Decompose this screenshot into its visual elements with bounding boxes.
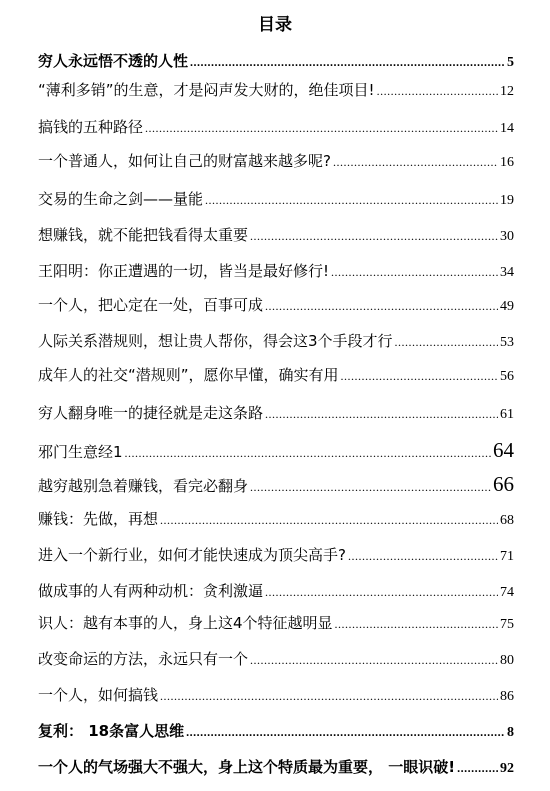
toc-leader-dots	[395, 335, 498, 350]
toc-entry	[38, 508, 514, 530]
toc-entry-page-number: 68	[500, 513, 514, 528]
toc-entry-title: 想赚钱，就不能把钱看得太重要	[38, 226, 249, 244]
toc-entry	[38, 260, 514, 282]
toc-entry-page-number: 56	[500, 369, 514, 384]
toc-entry-title: 邪门生意经1	[38, 443, 123, 461]
toc-entry-title: 穷人永远悟不透的人性	[38, 52, 189, 70]
toc-entry-page-number: 92	[500, 761, 514, 776]
toc-entry-page-number: 61	[500, 407, 514, 422]
toc-entry	[38, 116, 514, 138]
toc-entry-title: 成年人的社交“潜规则”，愿你早懂，确实有用	[38, 366, 339, 384]
toc-entry-title: 一个人的气场强大不强大，身上这个特质最为重要， 一眼识破!	[38, 758, 456, 776]
toc-entry-title: 人际关系潜规则，想让贵人帮你，得会这3个手段才行	[38, 332, 393, 350]
toc-entry-title: 做成事的人有两种动机：贪利激逼	[38, 582, 264, 600]
toc-entry	[38, 720, 514, 742]
toc-leader-dots	[265, 407, 498, 422]
toc-entry-page-number: 66	[493, 472, 514, 496]
toc-entry-title: “薄利多销”的生意，才是闷声发大财的，绝佳项目!	[38, 81, 375, 99]
toc-entry-title: 进入一个新行业，如何才能快速成为顶尖高手?	[38, 546, 346, 564]
toc-entry	[38, 50, 514, 72]
toc-entry-page-number: 71	[500, 549, 514, 564]
toc-entry	[38, 294, 514, 316]
toc-entry-page-number: 53	[500, 335, 514, 350]
toc-title: 目录	[258, 15, 292, 35]
toc-entry-title: 王阳明：你正遭遇的一切，皆当是最好修行!	[38, 262, 330, 280]
toc-leader-dots	[265, 585, 498, 600]
toc-entry	[38, 756, 514, 778]
toc-leader-dots	[190, 55, 505, 70]
toc-entry-page-number: 30	[500, 229, 514, 244]
toc-entry-title: 越穷越别急着赚钱，看完必翻身	[38, 477, 249, 495]
toc-leader-dots	[160, 513, 498, 528]
toc-entry-page-number: 49	[500, 299, 514, 314]
toc-entry-title: 交易的生命之剑——量能	[38, 190, 204, 208]
toc-entry	[38, 364, 514, 386]
toc-leader-dots	[333, 155, 498, 170]
toc-leader-dots	[331, 265, 498, 280]
toc-entry-page-number: 74	[500, 585, 514, 600]
toc-entry-title: 识人：越有本事的人，身上这4个特征越明显	[38, 614, 333, 632]
toc-leader-dots	[341, 369, 498, 384]
toc-entry-title: 复利： 18条富人思维	[38, 722, 185, 740]
toc-entry	[38, 440, 514, 462]
toc-entry-page-number: 14	[500, 121, 514, 136]
toc-entry	[38, 402, 514, 424]
toc-entry-page-number: 12	[500, 84, 514, 99]
toc-leader-dots	[145, 121, 498, 136]
toc-leader-dots	[348, 549, 498, 564]
toc-entry-page-number: 5	[507, 55, 514, 70]
toc-entry	[38, 474, 514, 496]
toc-entry-title: 一个人，把心定在一处，百事可成	[38, 296, 264, 314]
toc-entry-page-number: 75	[500, 617, 514, 632]
toc-entry-title: 一个普通人，如何让自己的财富越来越多呢?	[38, 152, 331, 170]
toc-entry-page-number: 34	[500, 265, 514, 280]
toc-entry	[38, 79, 514, 101]
toc-leader-dots	[265, 299, 498, 314]
toc-entry-page-number: 80	[500, 653, 514, 668]
toc-entry	[38, 612, 514, 634]
toc-leader-dots	[186, 725, 505, 740]
toc-leader-dots	[250, 229, 498, 244]
toc-entry-page-number: 64	[493, 438, 514, 462]
toc-entry	[38, 188, 514, 210]
toc-entry-title: 赚钱：先做，再想	[38, 510, 159, 528]
toc-entry-title: 一个人，如何搞钱	[38, 686, 159, 704]
toc-entry-title: 穷人翻身唯一的捷径就是走这条路	[38, 404, 264, 422]
toc-leader-dots	[250, 653, 498, 668]
toc-entry	[38, 684, 514, 706]
toc-entry	[38, 330, 514, 352]
toc-leader-dots	[160, 689, 498, 704]
toc-leader-dots	[377, 84, 498, 99]
toc-entry-title: 改变命运的方法，永远只有一个	[38, 650, 249, 668]
toc-entry-page-number: 16	[500, 155, 514, 170]
toc-leader-dots	[250, 480, 491, 495]
toc-entry-page-number: 8	[507, 725, 514, 740]
toc-entry-page-number: 86	[500, 689, 514, 704]
toc-entry	[38, 224, 514, 246]
toc-leader-dots	[125, 446, 491, 461]
toc-entry	[38, 544, 514, 566]
toc-leader-dots	[205, 193, 498, 208]
toc-leader-dots	[335, 617, 498, 632]
toc-entry-page-number: 19	[500, 193, 514, 208]
toc-entry	[38, 150, 514, 172]
toc-leader-dots	[457, 761, 498, 776]
toc-entry	[38, 580, 514, 602]
toc-entry-title: 搞钱的五种路径	[38, 118, 144, 136]
toc-entry	[38, 648, 514, 670]
